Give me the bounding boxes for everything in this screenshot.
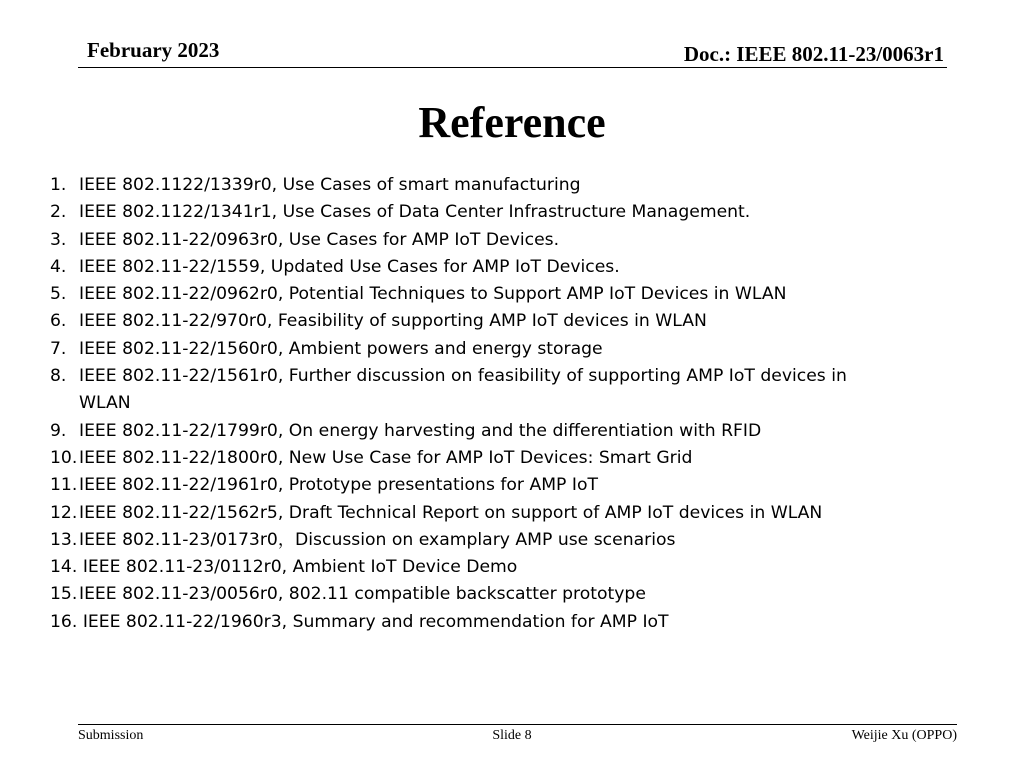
reference-text: IEEE 802.11-22/1560r0, Ambient powers and energy storage (79, 338, 603, 359)
reference-number: 11. (50, 475, 78, 496)
footer-rule (78, 724, 957, 725)
reference-text: IEEE 802.11-22/1561r0, Further discussion on feasibility of supporting AMP IoT devices in WLAN (79, 366, 847, 414)
reference-number: 10. (50, 447, 78, 468)
reference-item (50, 418, 950, 445)
reference-text: IEEE 802.11-22/0963r0, Use Cases for AMP IoT Devices. (79, 229, 560, 250)
reference-text: IEEE 802.11-22/1800r0, New Use Case for AMP IoT Devices: Smart Grid (79, 447, 693, 468)
reference-number: 12. (50, 502, 78, 523)
reference-item (50, 527, 950, 554)
reference-item (50, 581, 950, 608)
reference-number: 13. (50, 529, 78, 550)
footer-slide-number: Slide 8 (492, 728, 532, 743)
header-rule (78, 67, 947, 68)
reference-item (50, 445, 950, 472)
reference-text: IEEE 802.11-22/1559, Updated Use Cases for AMP IoT Devices. (79, 256, 620, 277)
reference-item (50, 472, 950, 499)
footer-author: Weijie Xu (OPPO) (851, 728, 957, 743)
reference-number: 7. (50, 338, 67, 359)
reference-text: IEEE 802.11-23/0112r0, Ambient IoT Device Demo (82, 557, 518, 578)
reference-text: IEEE 802.11-22/1562r5, Draft Technical Report on support of AMP IoT devices in WLAN (79, 502, 823, 523)
reference-number: 8. (50, 366, 67, 387)
header-date: February 2023 (87, 38, 220, 62)
reference-number: 2. (50, 202, 67, 223)
reference-text: IEEE 802.11-22/1960r3, Summary and recommendation for AMP IoT (82, 611, 669, 632)
reference-number: 9. (50, 420, 67, 441)
reference-list (50, 172, 950, 636)
reference-number: 15. (50, 584, 78, 605)
reference-text: IEEE 802.11-23/0173r0，Discussion on examplary AMP use scenarios (79, 529, 676, 550)
reference-item (50, 363, 950, 418)
reference-item (50, 554, 950, 581)
reference-item (50, 500, 950, 527)
reference-text: IEEE 802.11-22/1799r0, On energy harvesting and the differentiation with RFID (79, 420, 762, 441)
reference-item (50, 308, 950, 335)
reference-text: IEEE 802.11-22/0962r0, Potential Techniques to Support AMP IoT Devices in WLAN (79, 284, 787, 305)
reference-text: IEEE 802.1122/1341r1, Use Cases of Data Center Infrastructure Management. (79, 202, 751, 223)
reference-item (50, 227, 950, 254)
reference-text: IEEE 802.11-22/970r0, Feasibility of supporting AMP IoT devices in WLAN (79, 311, 707, 332)
reference-item (50, 609, 950, 636)
reference-item (50, 199, 950, 226)
header-doc-id: Doc.: IEEE 802.11-23/0063r1 (683, 42, 944, 66)
reference-number: 1. (50, 175, 67, 195)
reference-item (50, 172, 950, 199)
reference-number: 5. (50, 284, 67, 305)
reference-item (50, 281, 950, 308)
reference-number: 3. (50, 229, 67, 250)
reference-number: 14. (50, 557, 83, 578)
reference-item (50, 336, 950, 363)
reference-text: IEEE 802.11-22/1961r0, Prototype presentations for AMP IoT (79, 475, 598, 496)
reference-item (50, 254, 950, 281)
reference-number: 16. (50, 611, 83, 632)
reference-text: IEEE 802.1122/1339r0, Use Cases of smart manufacturing (79, 175, 581, 195)
reference-number: 6. (50, 311, 67, 332)
footer-submission: Submission (78, 728, 144, 743)
slide-title: Reference (418, 98, 606, 147)
reference-number: 4. (50, 256, 67, 277)
reference-text: IEEE 802.11-23/0056r0, 802.11 compatible backscatter prototype (79, 584, 646, 605)
